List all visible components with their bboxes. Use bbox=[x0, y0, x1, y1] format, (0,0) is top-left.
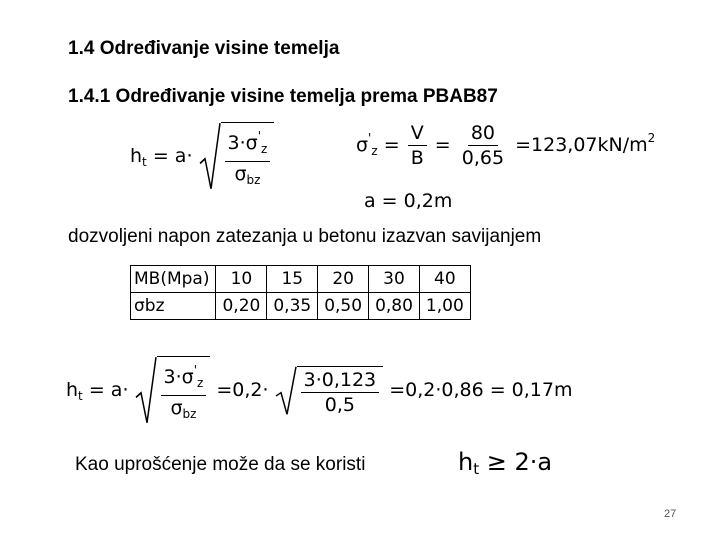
mb-stress-table bbox=[130, 265, 471, 320]
table-row bbox=[131, 266, 471, 293]
section-heading: 1.4 Određivanje visine temelja bbox=[68, 38, 340, 59]
formula-height-general: $h_t = a\cdot$ $\frac{3\cdot\sigma'_z}{\sigma_{bz}}$ bbox=[130, 122, 274, 191]
table-cell: 40 bbox=[419, 266, 470, 293]
simplification-text: Kao uprošćenje može da se koristi bbox=[75, 454, 366, 475]
sqrt-symbol: $\frac{3\cdot\sigma'_z}{\sigma_{bz}}$ bbox=[135, 356, 211, 425]
subsection-heading: 1.4.1 Određivanje visine temelja prema PBAB87 bbox=[68, 86, 498, 107]
table-cell: 30 bbox=[369, 266, 420, 293]
formula-height-computed: $h_t = a\cdot$ $\frac{3\cdot\sigma'_z}{\sigma_{bz}}$ =0,2· $\frac{3\cdot 0,123}{0,5}$ =0,2·0,86 = 0,17m bbox=[66, 356, 572, 425]
table-cell: 0,20 bbox=[216, 293, 267, 320]
formula-simplified: $h_t \ge 2\cdot a$ bbox=[458, 448, 553, 478]
formula-contact-stress: $\sigma'_z$ = $\frac{V}{B}$ = $\frac{80}{0,65}$ $=123,07kN/m^2$ bbox=[356, 122, 656, 169]
table-cell: 20 bbox=[318, 266, 369, 293]
table-row bbox=[131, 293, 471, 320]
paragraph-allowed-stress: dozvoljeni napon zatezanja u betonu izazvan savijanjem bbox=[68, 226, 542, 247]
formula-a-value: a = 0,2m bbox=[364, 190, 453, 212]
table-cell: 1,00 bbox=[419, 293, 470, 320]
table-row-label: σbz bbox=[131, 293, 216, 320]
page-number: 27 bbox=[664, 508, 677, 520]
table-cell: 0,80 bbox=[369, 293, 420, 320]
table-cell: 10 bbox=[216, 266, 267, 293]
table-cell: 15 bbox=[267, 266, 318, 293]
table-cell: 0,35 bbox=[267, 293, 318, 320]
sqrt-symbol: $\frac{3\cdot\sigma'_z}{\sigma_{bz}}$ bbox=[199, 122, 275, 191]
table-cell: 0,50 bbox=[318, 293, 369, 320]
table-row-label: MB(Mpa) bbox=[131, 266, 216, 293]
sqrt-symbol: $\frac{3\cdot 0,123}{0,5}$ bbox=[275, 366, 384, 416]
